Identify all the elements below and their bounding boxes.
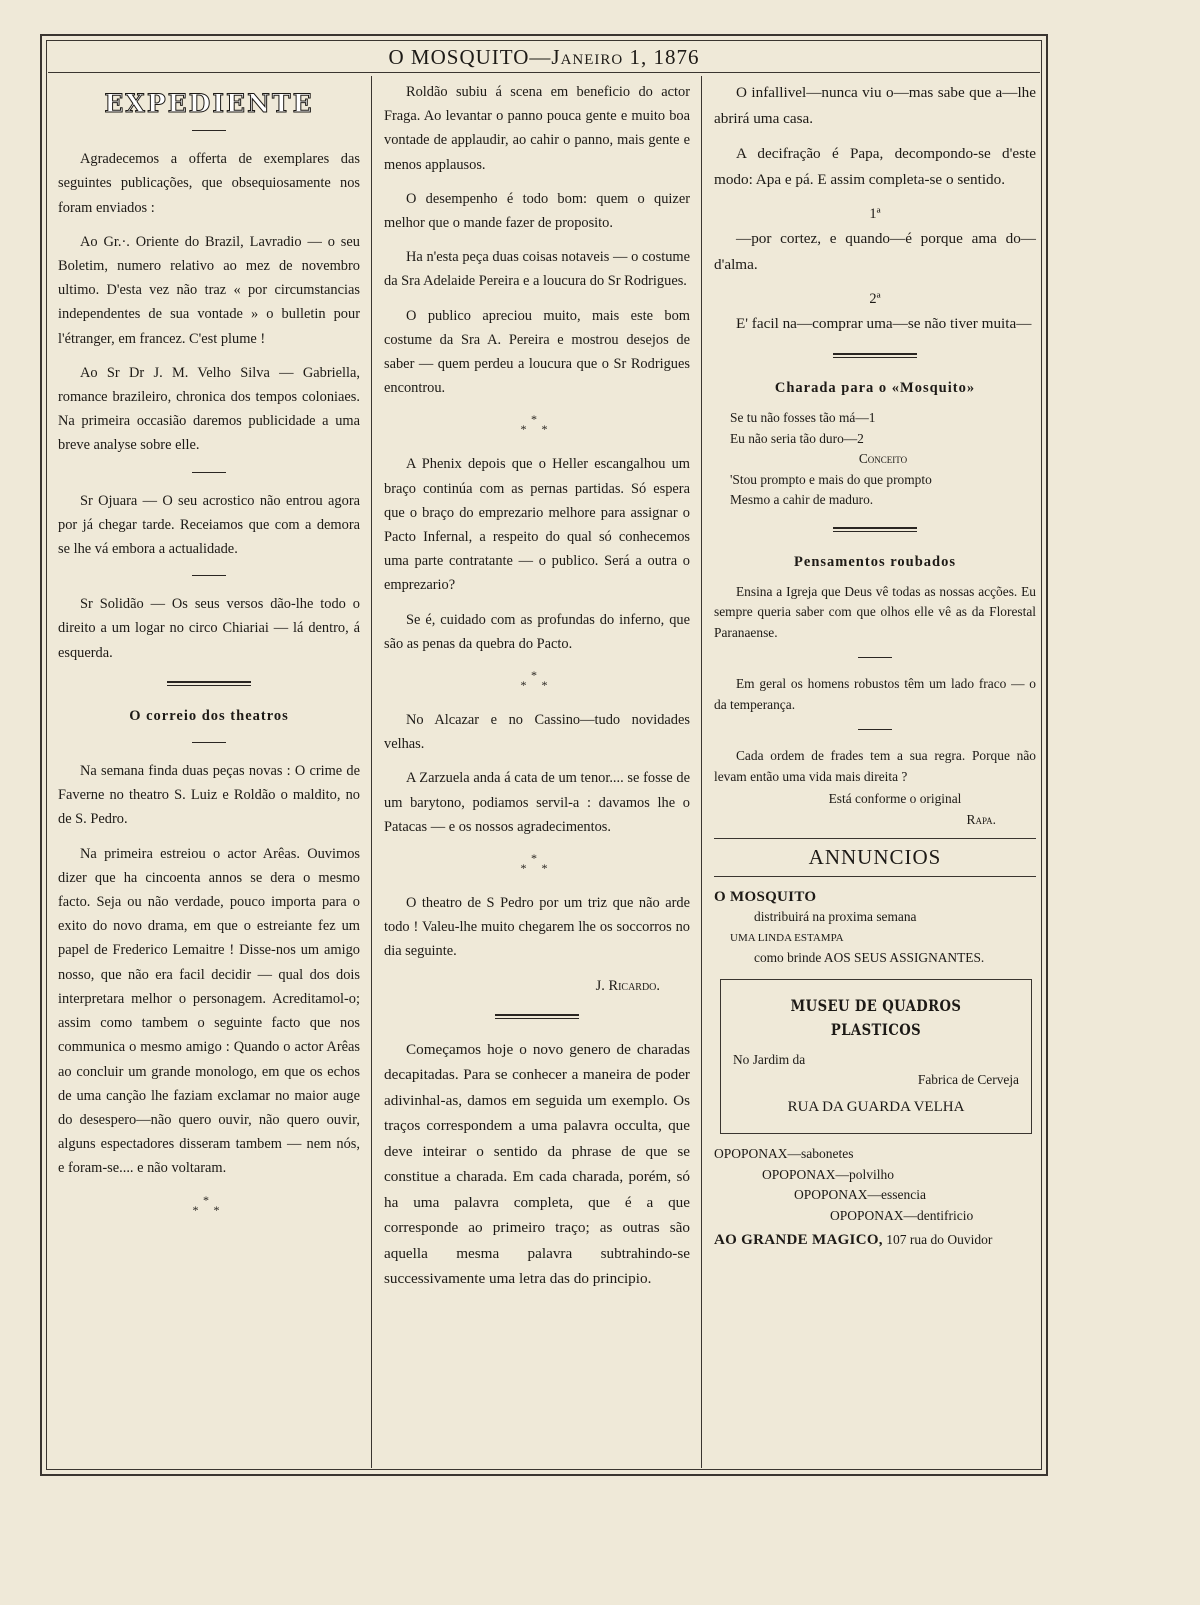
divider bbox=[192, 472, 226, 473]
reply-solidao: Sr Solidão — Os seus versos dão-lhe todo o direito a um logar no circo Chiariai — lá dentro, á esquerda. bbox=[58, 596, 360, 661]
section-heading-charada: Charada para o «Mosquito» bbox=[774, 379, 976, 396]
asterism: * * * bbox=[520, 851, 554, 876]
charada-example: O infallivel—nunca viu o—mas sabe que a—lhe abrirá uma casa. bbox=[714, 84, 1036, 127]
section-heading-pensamentos: Pensamentos roubados bbox=[794, 553, 956, 570]
ad-line: RUA DA GUARDA VELHA bbox=[787, 1098, 965, 1115]
article-paragraph: No Alcazar e no Cassino—tudo novidades velhas. bbox=[384, 712, 690, 753]
article-paragraph: O publico apreciou muito, mais este bom costume da Sra A. Pereira e mostrou desejos de saber — quem perdeu a loucura que o Sr Rodrigues encontrou. bbox=[384, 307, 690, 397]
masthead-date: Janeiro 1, 1876 bbox=[551, 45, 700, 69]
ad-shop-address: 107 rua do Ouvidor bbox=[886, 1232, 993, 1248]
asterism: * * * bbox=[520, 412, 554, 437]
ad-line: Fabrica de Cerveja bbox=[917, 1072, 1019, 1088]
divider bbox=[192, 130, 226, 131]
reply-ojuara: Sr Ojuara — O seu acrostico não entrou agora por já chegar tarde. Receiamos que com a demora se lhe vá embora a actualidade. bbox=[58, 492, 360, 558]
double-divider bbox=[833, 527, 917, 532]
conforme-line: Está conforme o original bbox=[828, 791, 962, 807]
divider bbox=[858, 657, 892, 658]
thought: Ensina a Igreja que Deus vê todas as nossas acções. Eu sempre queria saber com que olhos elle vê as da Florestal Paranaense. bbox=[714, 583, 1036, 640]
asterism: * * * bbox=[520, 668, 554, 693]
masthead-paper: O MOSQUITO bbox=[388, 45, 530, 69]
column-rule bbox=[371, 76, 372, 1468]
newspaper-page bbox=[40, 34, 1048, 1476]
divider bbox=[192, 742, 226, 743]
charada-number: 1ª bbox=[869, 206, 881, 222]
expediente-item: Ao Gr.·. Oriente do Brazil, Lavradio — o seu Boletim, numero relativo ao mez de novembro ultimo. D'esta vez não traz « por circumstancias independentes de sua vontade » o bulletin pour l'étranger, em francez. C'est plume ! bbox=[58, 233, 360, 347]
charada: E' facil na—comprar uma—se não tiver muita— bbox=[736, 315, 1032, 333]
double-divider bbox=[167, 681, 251, 686]
article-paragraph: Se é, cuidado com as profundas do inferno, que são as penas da quebra do Pacto. bbox=[384, 611, 690, 652]
column-2 bbox=[384, 80, 690, 1464]
ad-line: No Jardim da bbox=[733, 1051, 806, 1067]
expediente-intro: Agradecemos a offerta de exemplares das seguintes publicações, que obsequiosamente nos foram enviados : bbox=[58, 151, 360, 216]
double-divider bbox=[495, 1014, 579, 1019]
article-paragraph: Na primeira estreiou o actor Arêas. Ouvimos dizer que ha cincoenta annos se dera o mesmo facto. Seja ou não verdade, pouco importa para o exito do novo drama, em que o estreiante fez um papel de Frederico Lemaitre ! Disse-nos um amigo nosso, que não era facil decidir — qual dos dois interpretara melhor o personagem. Acreditamol-o; assim como tambem o seguinte facto que nos communica o mesmo amigo : Quando o actor Arêas ao concluir um grande monologo, em que os echos de uma canção lhe faziam exclamar no maior auge do desespero—não quero ouvir, não quero ouvir, alguns espectadores disseram tambem — nem nós, e foram-se.... e não voltaram. bbox=[58, 845, 360, 1177]
asterism: * * * bbox=[192, 1192, 226, 1217]
charada-number: 2ª bbox=[869, 291, 881, 308]
signature: Rapa. bbox=[966, 811, 996, 827]
masthead: O MOSQUITO—Janeiro 1, 1876 bbox=[48, 42, 1040, 73]
conceito-label: Conceito bbox=[858, 451, 908, 467]
section-heading-theatros: O correio dos theatros bbox=[129, 707, 289, 724]
double-divider bbox=[833, 353, 917, 358]
thought: Cada ordem de frades tem a sua regra. Porque não levam então uma vida mais direita ? bbox=[714, 748, 1036, 784]
expediente-title: EXPEDIENTE bbox=[104, 89, 314, 118]
charada: —por cortez, e quando—é porque ama do—d'alma. bbox=[714, 230, 1036, 273]
ad-mosquito-name: O MOSQUITO bbox=[714, 888, 817, 905]
divider bbox=[192, 575, 226, 576]
verse-line: Se tu não fosses tão má—1 bbox=[730, 410, 876, 426]
verse-line: Mesmo a cahir de maduro. bbox=[730, 492, 874, 508]
article-paragraph: Roldão subiu á scena em beneficio do actor Fraga. Ao levantar o panno pouca gente e muito boa vontade de applaudir, ao cahir o panno, mais gente e menos applausos. bbox=[384, 84, 690, 173]
ad-shop-name: AO GRANDE MAGICO, bbox=[714, 1232, 883, 1249]
ad-opoponax: OPOPONAX—polvilho bbox=[762, 1166, 895, 1182]
verse-line: 'Stou prompto e mais do que prompto bbox=[730, 471, 932, 487]
ad-opoponax: OPOPONAX—essencia bbox=[794, 1187, 926, 1203]
thought: Em geral os homens robustos têm um lado fraco — o da temperança. bbox=[714, 676, 1036, 712]
ads-heading: ANNUNCIOS bbox=[714, 838, 1036, 876]
divider bbox=[858, 729, 892, 730]
ad-line: UMA LINDA ESTAMPA bbox=[730, 931, 844, 944]
ad-line: distribuirá na proxima semana bbox=[754, 909, 917, 925]
ad-museu-title: MUSEU DE QUADROS PLASTICOS bbox=[790, 995, 962, 1039]
expediente-item: Ao Sr Dr J. M. Velho Silva — Gabriella, romance brazileiro, chronica dos tempos coloniaes. Na primeira occasião daremos publicidade a uma breve analyse sobre elle. bbox=[58, 364, 360, 454]
charada-solution: A decifração é Papa, decompondo-se d'este modo: Apa e pá. E assim completa-se o sentido. bbox=[714, 145, 1036, 188]
article-paragraph: A Phenix depois que o Heller escangalhou um braço continúa com as pernas partidas. Só espera que o braço do emprezario melhore para assignar o Pacto Infernal, a respeito do qual só conhecemos uma parte contratante — o publico. Será a outra o emprezario? bbox=[384, 456, 690, 594]
verse-line: Eu não seria tão duro—2 bbox=[730, 430, 864, 446]
article-paragraph: Na semana finda duas peças novas : O crime de Faverne no theatro S. Luiz e Roldão o maldito, no de S. Pedro. bbox=[58, 763, 360, 828]
article-paragraph: A Zarzuela anda á cata de um tenor.... se fosse de um barytono, podiamos servil-a : davamos lhe o Patacas — e os nossos agradecimentos. bbox=[384, 770, 690, 835]
ad-opoponax: OPOPONAX—dentifricio bbox=[830, 1207, 974, 1223]
signature: J. Ricardo. bbox=[595, 977, 660, 994]
article-paragraph: O theatro de S Pedro por um triz que não arde todo ! Valeu-lhe muito chegarem lhe os soccorros no dia seguinte. bbox=[384, 895, 690, 960]
column-3 bbox=[714, 80, 1036, 1464]
column-1 bbox=[58, 80, 360, 1464]
ad-opoponax: OPOPONAX—sabonetes bbox=[714, 1146, 854, 1162]
article-paragraph: Começamos hoje o novo genero de charadas decapitadas. Para se conhecer a maneira de poder adivinhal-as, damos em seguida um exemplo. Os traços correspondem a uma palavra occulta, que deve inteirar o sentido da phrase de que se constitue a charada. Em cada charada, porém, só ha uma palavra completa, que é a que corresponde ao primeiro traço; as outras são aquella mesma palavra subtrahindo-se successivamente uma letra das do principio. bbox=[384, 1040, 690, 1288]
ad-museu-box bbox=[720, 979, 1032, 1135]
article-paragraph: O desempenho é todo bom: quem o quizer melhor que o mande fazer de proposito. bbox=[384, 190, 690, 232]
article-paragraph: Ha n'esta peça duas coisas notaveis — o costume da Sra Adelaide Pereira e a loucura do Sr Rodrigues. bbox=[384, 249, 690, 290]
column-rule bbox=[701, 76, 702, 1468]
ad-line: como brinde AOS SEUS ASSIGNANTES. bbox=[754, 950, 985, 966]
